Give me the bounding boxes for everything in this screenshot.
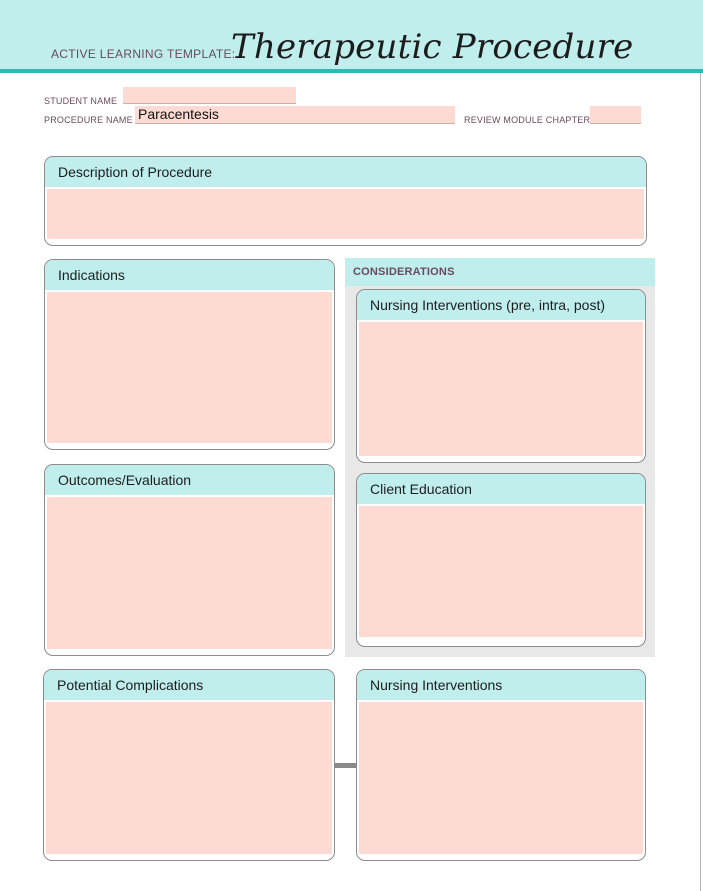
potential-complications-heading: Potential Complications (44, 670, 334, 700)
nursing-interventions-pip-heading: Nursing Interventions (pre, intra, post) (357, 290, 645, 320)
nursing-interventions-panel (356, 669, 646, 861)
template-label: ACTIVE LEARNING TEMPLATE: (51, 47, 236, 61)
indications-heading: Indications (45, 260, 334, 290)
outcomes-heading: Outcomes/Evaluation (45, 465, 334, 495)
student-name-label: STUDENT NAME (44, 96, 118, 106)
procedure-name-label: PROCEDURE NAME (44, 115, 133, 125)
description-heading: Description of Procedure (45, 157, 646, 187)
indications-field[interactable] (47, 292, 332, 443)
nursing-interventions-pip-field[interactable] (359, 322, 643, 456)
client-education-heading: Client Education (357, 474, 645, 504)
header-divider (0, 69, 703, 73)
indications-panel (44, 259, 335, 450)
nursing-interventions-heading: Nursing Interventions (357, 670, 645, 700)
page-edge (700, 73, 701, 891)
connector-bar (334, 763, 357, 768)
outcomes-panel (44, 464, 335, 656)
review-module-field[interactable] (590, 106, 641, 124)
description-panel (44, 156, 647, 246)
potential-complications-panel (43, 669, 335, 861)
nursing-interventions-field[interactable] (359, 702, 643, 854)
client-education-panel (356, 473, 646, 647)
considerations-heading: CONSIDERATIONS (345, 258, 655, 286)
client-education-field[interactable] (359, 506, 643, 637)
nursing-interventions-pip-panel (356, 289, 646, 463)
outcomes-field[interactable] (47, 497, 332, 649)
description-field[interactable] (47, 189, 644, 239)
potential-complications-field[interactable] (46, 702, 332, 854)
review-module-label: REVIEW MODULE CHAPTER (464, 115, 591, 125)
procedure-name-field[interactable]: Paracentesis (135, 106, 455, 124)
student-name-field[interactable] (123, 87, 296, 104)
template-title: Therapeutic Procedure (231, 27, 634, 67)
